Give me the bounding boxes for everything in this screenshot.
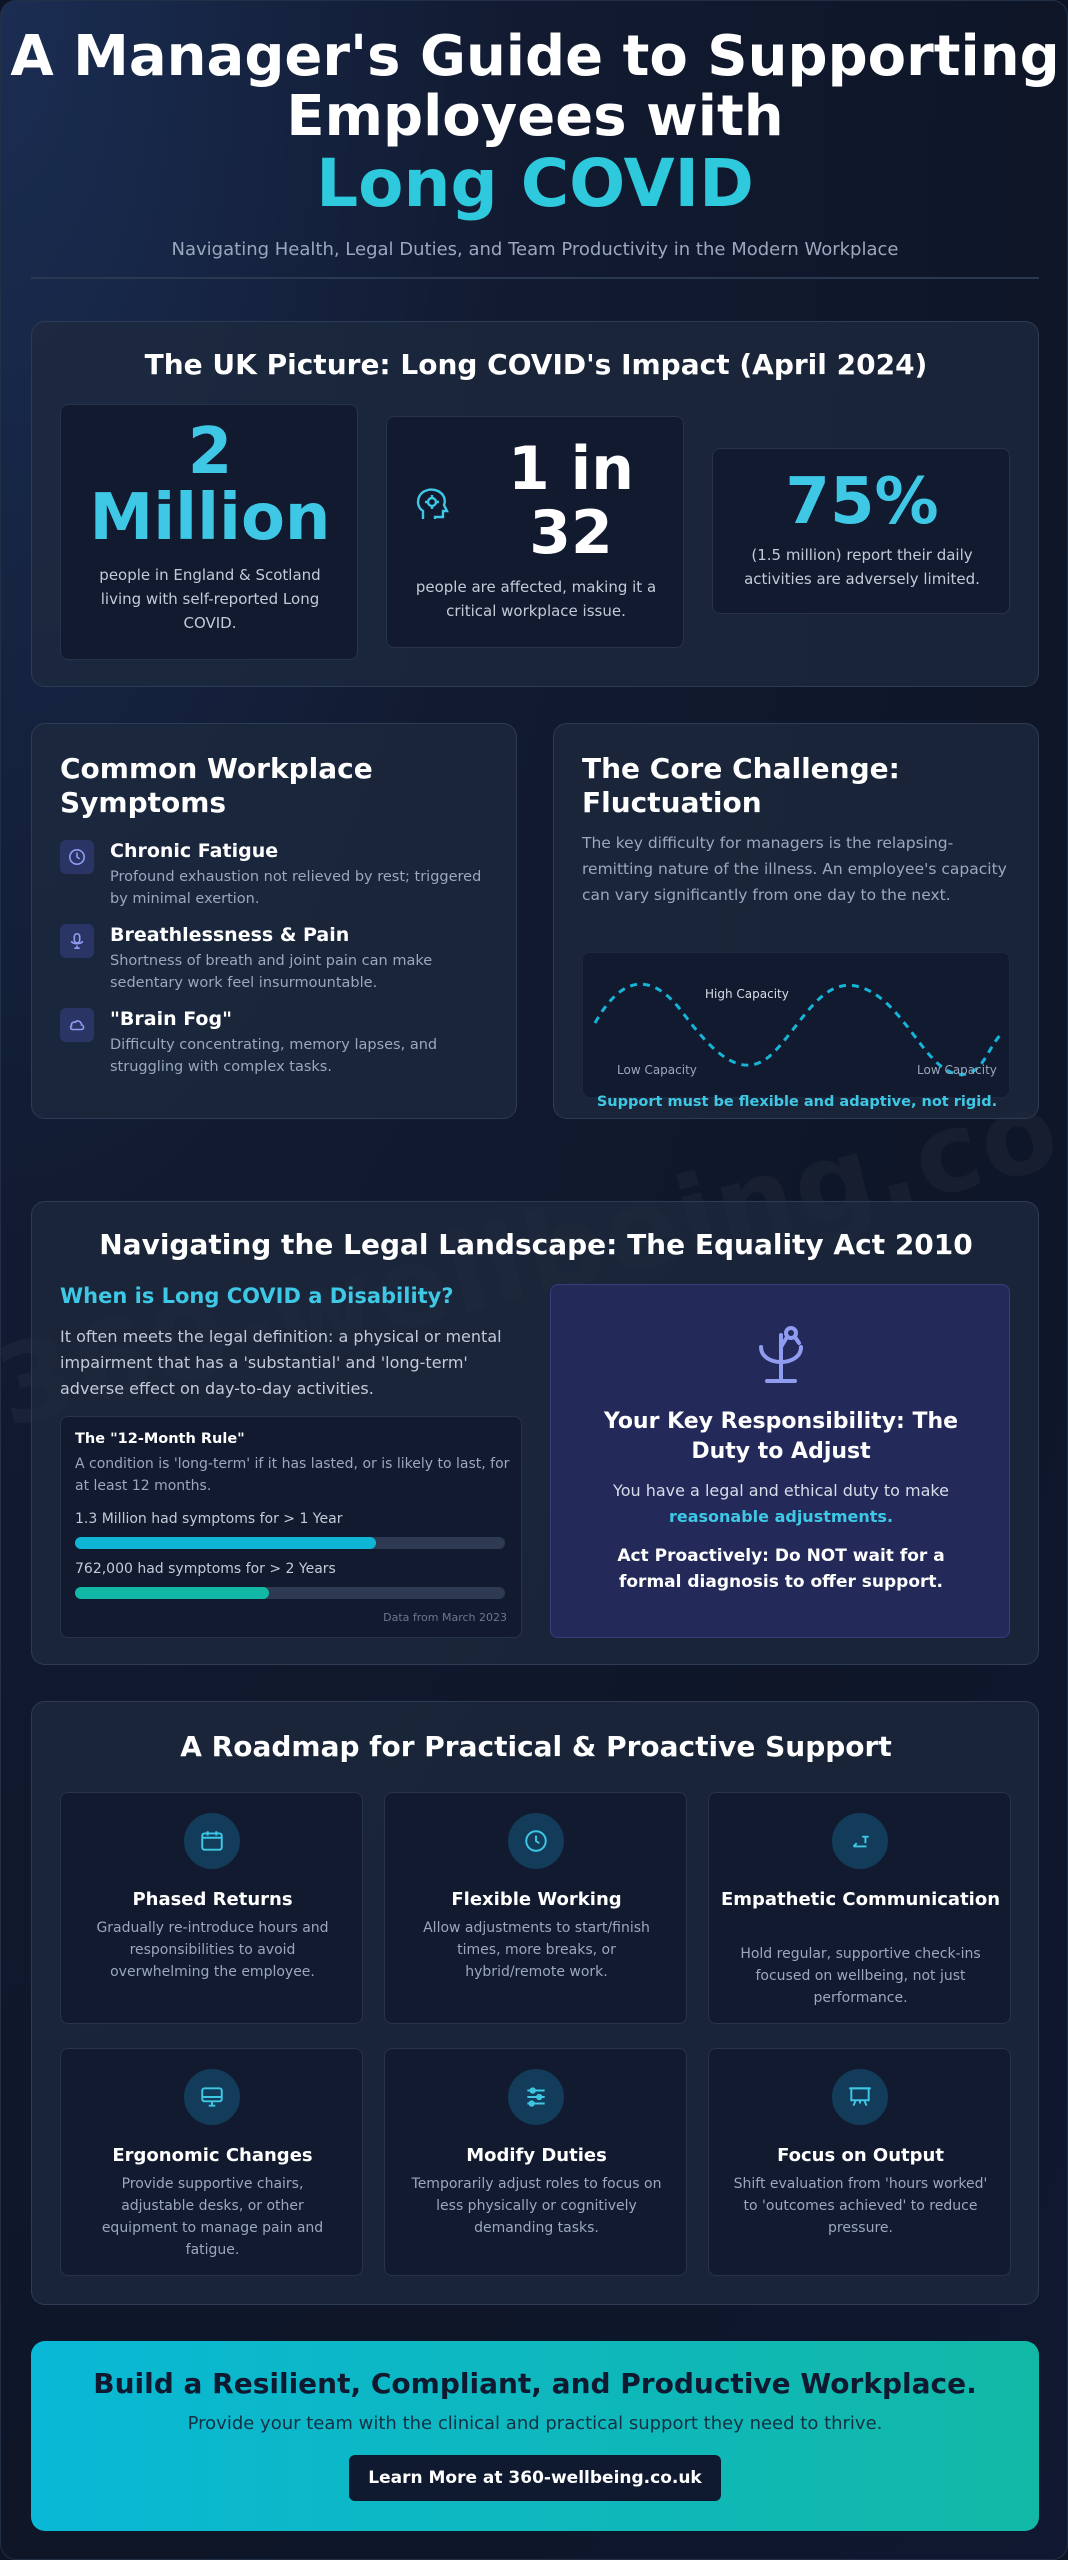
progress-fill-1-year [75,1537,376,1549]
header-divider [31,277,1039,279]
symptom-item [60,1008,480,1078]
disability-question: When is Long COVID a Disability? [60,1284,454,1308]
challenge-title-line2: Fluctuation [582,786,762,819]
roadmap-item-title: Flexible Working [451,1889,622,1910]
symptom-title: "Brain Fog" [110,1008,232,1030]
head-virus-icon [413,485,453,529]
data-note: Data from March 2023 [383,1611,507,1624]
disability-desc: It often meets the legal definition: a physical or mental impairment that has a 'substantial' and 'long-term' adverse effect on day-to-day activities. [60,1327,502,1398]
roadmap-card-empathetic-communication [708,1792,1011,2024]
stat-value: 75% [785,465,939,539]
roadmap-item-title: Ergonomic Changes [112,2145,313,2166]
symptom-item [60,924,480,994]
page-subtitle: Navigating Health, Legal Duties, and Team Productivity in the Modern Workplace [171,239,899,260]
stat-desc: people in England & Scotland living with self-reported Long COVID. [99,566,321,632]
symptom-desc: Shortness of breath and joint pain can make sedentary work feel insurmountable. [110,953,433,991]
roadmap-card-modify-duties [384,2048,687,2276]
page-title-line1: A Manager's Guide to Supporting [10,24,1060,89]
rule-title: The "12-Month Rule" [75,1431,245,1447]
stat-value-line1: 2 [187,415,233,489]
fluctuation-chart [582,952,1010,1098]
bar-label: 1.3 Million had symptoms for > 1 Year [75,1511,343,1527]
progress-track [75,1587,505,1599]
roadmap-item-desc: Allow adjustments to start/finish times, more breaks, or hybrid/remote work. [423,1920,650,1980]
balance-scale-icon [751,1323,811,1391]
roadmap-item-desc: Hold regular, supportive check-ins focused on wellbeing, not just performance. [740,1946,981,2006]
symptom-title: Breathlessness & Pain [110,924,350,946]
learn-more-button[interactable]: Learn More at 360-wellbeing.co.uk [349,2455,721,2501]
uk-picture-section [31,321,1039,687]
high-capacity-label: High Capacity [705,987,789,1001]
fluctuation-wave [583,953,1011,1099]
header [1,24,1068,260]
stat-card-75-percent [712,448,1010,614]
roadmap-item-desc: Provide supportive chairs, adjustable desks, or other equipment to manage pain and fatigue. [101,2176,324,2258]
roadmap-item-desc: Temporarily adjust roles to focus on less physically or cognitively demanding tasks. [411,2176,662,2236]
cta-title: Build a Resilient, Compliant, and Productive Workplace. [93,2367,977,2400]
cta-banner [31,2341,1039,2531]
low-capacity-label-right: Low Capacity [917,1063,997,1077]
cloud-icon [60,1008,94,1042]
symptoms-title-line1: Common Workplace [60,752,373,785]
duty-card [550,1284,1010,1638]
stat-value-line2: Million [89,481,331,555]
stat-desc: (1.5 million) report their daily activities are adversely limited. [744,546,980,588]
duty-highlight: reasonable adjustments. [668,1507,894,1526]
roadmap-item-title: Modify Duties [466,2145,607,2166]
symptoms-section [31,723,517,1119]
duty-desc: You have a legal and ethical duty to make [613,1481,949,1500]
symptoms-title-line2: Symptoms [60,786,227,819]
roadmap-section [31,1701,1039,2305]
page-title-line2: Employees with [286,84,784,149]
microphone-icon [60,924,94,958]
twelve-month-rule-card [60,1416,522,1638]
presentation-icon [832,2069,888,2125]
stat-value-line1: 1 in [508,434,634,504]
roadmap-title: A Roadmap for Practical & Proactive Support [180,1730,892,1763]
monitor-icon [184,2069,240,2125]
chat-icon [832,1813,888,1869]
rule-desc: A condition is 'long-term' if it has lasted, or is likely to last, for at least 12 months. [75,1456,510,1494]
stat-card-1-in-32 [386,416,684,648]
stat-value-line2: 32 [529,498,613,568]
uk-picture-title: The UK Picture: Long COVID's Impact (April 2024) [144,348,928,381]
roadmap-card-ergonomic-changes [60,2048,363,2276]
roadmap-item-title: Phased Returns [132,1889,293,1910]
bar-label: 762,000 had symptoms for > 2 Years [75,1561,336,1577]
sliders-icon [508,2069,564,2125]
legal-section [31,1201,1039,1665]
progress-track [75,1537,505,1549]
challenge-title-line1: The Core Challenge: [582,752,900,785]
roadmap-item-desc: Gradually re-introduce hours and responsibilities to avoid overwhelming the employee. [96,1920,329,1980]
calendar-icon [184,1813,240,1869]
duty-action: Act Proactively: Do NOT wait for a formal diagnosis to offer support. [617,1546,945,1592]
challenge-section [553,723,1039,1119]
clock-icon [60,840,94,874]
roadmap-card-phased-returns [60,1792,363,2024]
clock-icon [508,1813,564,1869]
challenge-footer: Support must be flexible and adaptive, not rigid. [596,1094,998,1110]
roadmap-item-desc: Shift evaluation from 'hours worked' to 'outcomes achieved' to reduce pressure. [733,2176,988,2236]
roadmap-item-title: Empathetic Communication [720,1889,1001,1910]
roadmap-item-title: Focus on Output [777,2145,944,2166]
cta-subtitle: Provide your team with the clinical and practical support they need to thrive. [187,2413,883,2434]
progress-fill-2-years [75,1587,269,1599]
duty-title: Your Key Responsibility: The Duty to Adjust [603,1409,959,1464]
page-title-accent: Long COVID [316,145,754,222]
symptom-title: Chronic Fatigue [110,840,279,862]
roadmap-card-flexible-working [384,1792,687,2024]
symptom-item [60,840,480,910]
challenge-desc: The key difficulty for managers is the relapsing-remitting nature of the illness. An employee's capacity can vary significantly from one day to the next. [582,834,1007,904]
stat-desc: people are affected, making it a critical workplace issue. [415,578,657,620]
symptom-desc: Difficulty concentrating, memory lapses, and struggling with complex tasks. [110,1037,438,1075]
roadmap-card-focus-on-output [708,2048,1011,2276]
symptom-desc: Profound exhaustion not relieved by rest; triggered by minimal exertion. [110,869,482,907]
legal-title: Navigating the Legal Landscape: The Equality Act 2010 [99,1228,973,1261]
low-capacity-label-left: Low Capacity [617,1063,697,1077]
stat-card-2-million [60,404,358,660]
